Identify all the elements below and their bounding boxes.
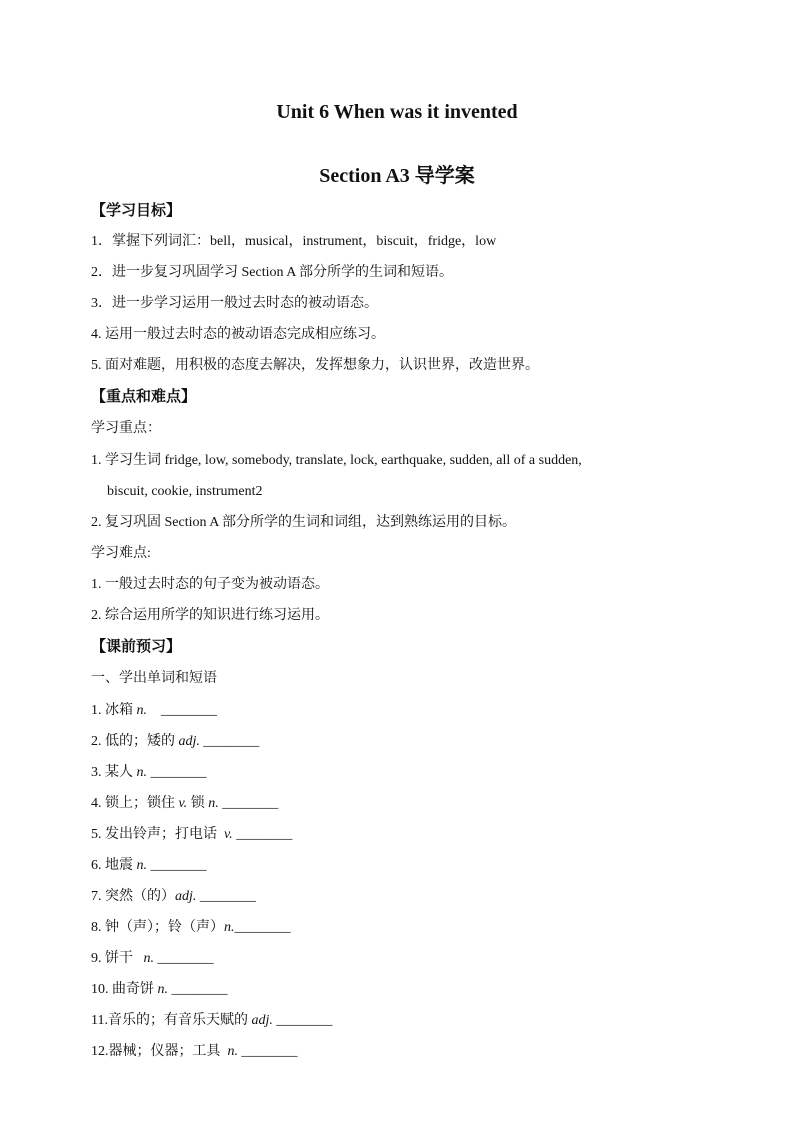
objective-item: 4. 运用一般过去时态的被动语态完成相应练习。 — [91, 327, 385, 342]
preview-heading: 【课前预习】 — [91, 639, 182, 655]
answer-blank[interactable]: ________ — [236, 827, 293, 842]
vocab-item: 1. 冰箱 n. ________ — [91, 703, 217, 718]
vocab-item: 9. 饼干 n. ________ — [91, 951, 214, 966]
objective-item: 2．进一步复习巩固学习 Section A 部分所学的生词和短语。 — [91, 265, 454, 280]
document-title: Unit 6 When was it invented — [276, 101, 518, 123]
answer-blank[interactable]: ________ — [171, 982, 228, 997]
objective-item: 3．进一步学习运用一般过去时态的被动语态。 — [91, 296, 378, 311]
answer-blank[interactable]: ________ — [199, 889, 256, 904]
vocab-item: 3. 某人 n. ________ — [91, 765, 207, 780]
vocab-item: 7. 突然（的）adj. ________ — [91, 889, 256, 904]
vocab-item: 5. 发出铃声；打电话 v. ________ — [91, 827, 293, 842]
key-points-heading: 【重点和难点】 — [91, 389, 197, 405]
focus-label: 学习重点： — [91, 421, 161, 436]
answer-blank[interactable]: ________ — [241, 1044, 298, 1059]
vocab-item: 4. 锁上；锁住 v. 锁 n. ________ — [91, 796, 279, 811]
difficulty-item: 2. 综合运用所学的知识进行练习运用。 — [91, 608, 329, 623]
vocab-item: 2. 低的；矮的 adj. ________ — [91, 734, 260, 749]
objective-item: 5. 面对难题，用积极的态度去解决，发挥想象力，认识世界，改造世界。 — [91, 358, 539, 373]
answer-blank[interactable]: ________ — [234, 920, 291, 935]
objective-item: 1．掌握下列词汇：bell，musical，instrument，biscuit，fridge，low — [91, 234, 497, 249]
answer-blank[interactable]: ________ — [150, 765, 207, 780]
answer-blank[interactable]: ________ — [203, 734, 260, 749]
answer-blank[interactable]: ________ — [222, 796, 279, 811]
vocab-item: 6. 地震 n. ________ — [91, 858, 207, 873]
answer-blank[interactable]: ________ — [161, 703, 217, 718]
answer-blank[interactable]: ________ — [157, 951, 214, 966]
focus-item: 2. 复习巩固 Section A 部分所学的生词和词组，达到熟练运用的目标。 — [91, 515, 517, 530]
vocab-item: 12.器械；仪器；工具 n. ________ — [91, 1044, 298, 1059]
focus-item: 1. 学习生词 fridge, low, somebody, translate, lock, earthquake, sudden, all of a sudden, — [91, 453, 582, 468]
vocab-item: 10. 曲奇饼 n. ________ — [91, 982, 228, 997]
focus-item-continued: biscuit, cookie, instrument2 — [107, 484, 263, 499]
vocab-item: 11.音乐的；有音乐天赋的 adj. ________ — [91, 1013, 333, 1028]
difficulty-label: 学习难点: — [91, 546, 151, 561]
preview-part-label: 一、学出单词和短语 — [91, 671, 217, 686]
document-subtitle: Section A3 导学案 — [319, 165, 475, 187]
answer-blank[interactable]: ________ — [150, 858, 207, 873]
vocab-item: 8. 钟（声）；铃（声）n.________ — [91, 920, 291, 935]
answer-blank[interactable]: ________ — [276, 1013, 333, 1028]
objectives-heading: 【学习目标】 — [91, 203, 182, 219]
difficulty-item: 1. 一般过去时态的句子变为被动语态。 — [91, 577, 329, 592]
